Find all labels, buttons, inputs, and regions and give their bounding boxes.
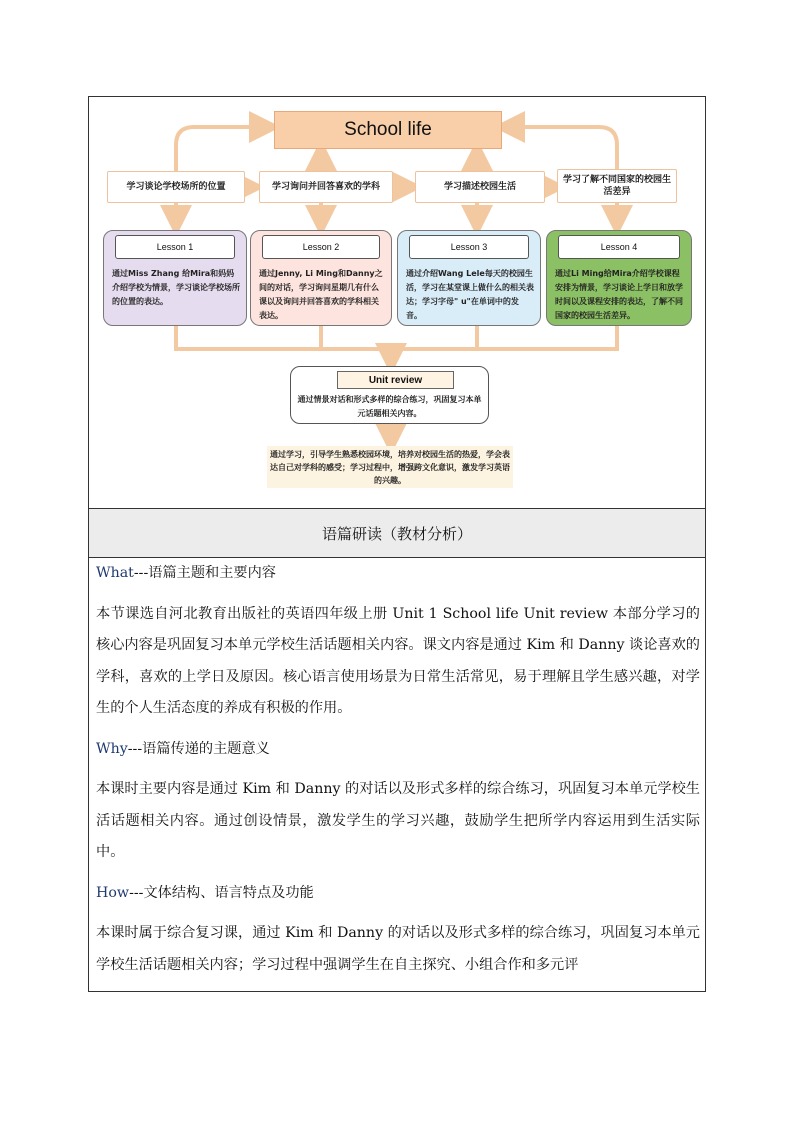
lesson-4-card (546, 230, 692, 326)
unit-diagram (89, 97, 705, 508)
what-heading (96, 558, 700, 590)
what-paragraph: 本节课选自河北教育出版社的英语四年级上册 Unit 1 School life Unit review 本部分学习的核心内容是巩固复习本单元学校生活话题相关内容。课文内容是通过 Kim 和 Danny 谈论喜欢的学科，喜欢的上学日及原因。核心语言使用场景为日常生活常见，易于理解且学生感兴趣，对学生的个人生活态度的养成有积极的作用。 (96, 605, 700, 716)
unit-review-text: 通过情景对话和形式多样的综合练习，巩固复习本单元话题相关内容。 (297, 395, 482, 418)
lesson-1-label: Lesson 1 (115, 235, 235, 259)
section-title: 语篇研读（教材分析） (89, 508, 705, 558)
lesson-4-label: Lesson 4 (558, 235, 680, 259)
unit-review-label: Unit review (337, 371, 454, 389)
why-heading (96, 734, 700, 766)
lesson-3-text: 通过介绍Wang Lele每天的校园生活，学习在某堂课上做什么的相关表达；学习字母" u"在单词中的发音。 (406, 269, 534, 320)
lesson-1-card (103, 230, 247, 326)
lesson-3-card (397, 230, 541, 326)
goal-2: 学习询问并回答喜欢的学科 (259, 171, 393, 203)
lesson-4-text: 通过Li Ming给Mira介绍学校课程安排为情景，学习谈论上学日和放学时间以及课程安排的表达，了解不同国家的校园生活差异。 (555, 269, 683, 320)
why-heading-rest: ---语篇传递的主题意义 (127, 740, 270, 757)
what-heading-rest: ---语篇主题和主要内容 (133, 565, 276, 581)
lesson-1-text: 通过Miss Zhang 给Mira和妈妈介绍学校为情景，学习谈论学校场所的位置的表达。 (112, 269, 240, 306)
lesson-2-label: Lesson 2 (262, 235, 380, 259)
learning-goal-note: 通过学习，引导学生熟悉校园环境，培养对校园生活的热爱，学会表达自己对学科的感受；学习过程中，增强跨文化意识，激发学习英语的兴趣。 (267, 446, 513, 488)
lesson-2-card (250, 230, 392, 326)
goal-3: 学习描述校园生活 (415, 171, 545, 203)
how-heading-en: How (96, 884, 130, 901)
unit-review-card (290, 366, 489, 424)
lesson-2-text: 通过Jenny, Li Ming和Danny之间的对话，学习询问星期几有什么课以及询问并回答喜欢的学科相关表达。 (259, 269, 383, 320)
goal-1: 学习谈论学校场所的位置 (107, 171, 245, 203)
what-heading-en: What (96, 565, 134, 581)
analysis-content (96, 558, 700, 981)
how-paragraph: 本课时属于综合复习课，通过 Kim 和 Danny 的对话以及形式多样的综合练习，巩固复习本单元学校生活话题相关内容；学习过程中强调学生在自主探究、小组合作和多元评 (96, 925, 700, 973)
how-heading (96, 878, 700, 910)
page-frame (88, 96, 706, 992)
goal-4: 学习了解不同国家的校园生活差异 (557, 169, 677, 203)
why-paragraph: 本课时主要内容是通过 Kim 和 Danny 的对话以及形式多样的综合练习，巩固复习本单元学校生活话题相关内容。通过创设情景，激发学生的学习兴趣，鼓励学生把所学内容运用到生活实际中。 (96, 781, 700, 860)
how-heading-rest: ---文体结构、语言特点及功能 (129, 884, 314, 901)
lesson-3-label: Lesson 3 (409, 235, 529, 259)
diagram-title: School life (274, 111, 502, 149)
why-heading-en: Why (96, 740, 128, 757)
